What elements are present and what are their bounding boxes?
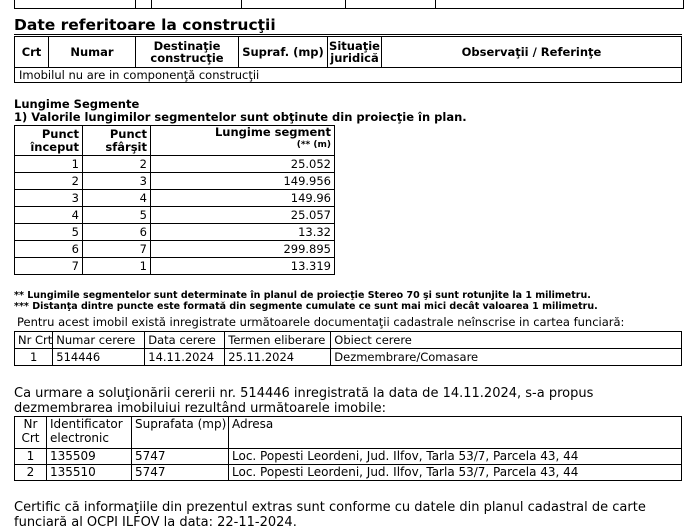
col-nr-crt bbox=[15, 417, 47, 449]
documentatii-intro: Pentru acest imobil există inregistrate următoarele documentaţii cadastrale neînscrise in cartea funciară: bbox=[17, 315, 625, 329]
cell-end: 3 bbox=[83, 173, 151, 190]
cell-length: 13.32 bbox=[151, 224, 335, 241]
cell-end: 5 bbox=[83, 207, 151, 224]
segmente-title-block bbox=[14, 98, 467, 124]
cell-start: 6 bbox=[15, 241, 83, 258]
cell-length: 13.319 bbox=[151, 258, 335, 275]
certificare-text bbox=[14, 500, 646, 530]
imobile-table bbox=[14, 416, 682, 481]
col-nr-crt: Nr Crt bbox=[15, 332, 53, 349]
col-punct-inceput: Punct început bbox=[15, 126, 83, 156]
table-row bbox=[15, 449, 682, 465]
cell-length: 299.895 bbox=[151, 241, 335, 258]
cell-length: 25.052 bbox=[151, 156, 335, 173]
col-adresa: Adresa bbox=[229, 417, 682, 449]
segmente-table bbox=[14, 125, 335, 275]
col-identificator bbox=[47, 417, 132, 449]
col-data-cerere: Data cerere bbox=[145, 332, 225, 349]
col-termen-eliberare: Termen eliberare bbox=[225, 332, 331, 349]
constructii-note: Imobilul nu are in componenţă construcţii bbox=[15, 68, 682, 83]
col-destinatie: Destinaţie construcţie bbox=[136, 37, 239, 68]
documentatii-table bbox=[14, 331, 682, 366]
certificare-line-1: Certific că informaţiile din prezentul extras sunt conforme cu datele din planul cadastral de carte bbox=[14, 500, 646, 515]
col-crt-label: Crt bbox=[21, 431, 40, 445]
cell-end: 7 bbox=[83, 241, 151, 258]
constructii-heading: Date referitoare la construcţii bbox=[14, 14, 682, 35]
cell-numar-cerere: 514446 bbox=[53, 349, 145, 366]
propunere-line-2: dezmembrarea imobiluiui rezultând următoarele imobile: bbox=[14, 401, 386, 416]
cell-start: 3 bbox=[15, 190, 83, 207]
table-row bbox=[15, 156, 335, 173]
cell-length: 149.96 bbox=[151, 190, 335, 207]
cell-nr: 1 bbox=[15, 449, 47, 465]
col-crt: Crt bbox=[15, 37, 49, 68]
col-lungime bbox=[151, 126, 335, 156]
col-observatii: Observaţii / Referinţe bbox=[382, 37, 682, 68]
table-row bbox=[15, 241, 335, 258]
segmente-subtitle: 1) Valorile lungimilor segmentelor sunt obţinute din proiecţie în plan. bbox=[14, 110, 467, 124]
cell-start: 4 bbox=[15, 207, 83, 224]
cell-length: 149.956 bbox=[151, 173, 335, 190]
cell-end: 6 bbox=[83, 224, 151, 241]
col-punct-sfarsit: Punct sfârşit bbox=[83, 126, 151, 156]
cell-termen: 25.11.2024 bbox=[225, 349, 331, 366]
cell-obiect: Dezmembrare/Comasare bbox=[331, 349, 682, 366]
cell-identificator: 135509 bbox=[47, 449, 132, 465]
table-row bbox=[15, 207, 335, 224]
certificare-line-2: funciară al OCPI ILFOV la data: 22-11-2024. bbox=[14, 515, 297, 530]
cell-suprafata: 5747 bbox=[132, 449, 229, 465]
propunere-text bbox=[14, 386, 593, 416]
segmente-note-1: ** Lungimile segmentelor sunt determinate în planul de proiecţie Stereo 70 şi sunt rotunjite la 1 milimetru. bbox=[14, 290, 591, 301]
col-suprafata: Suprafata (mp) bbox=[132, 417, 229, 449]
col-nr-label: Nr bbox=[23, 417, 38, 431]
table-row bbox=[15, 173, 335, 190]
table-row bbox=[15, 465, 682, 481]
col-situatie: Situaţie juridică bbox=[328, 37, 382, 68]
cell-end: 1 bbox=[83, 258, 151, 275]
col-electronic-label: electronic bbox=[50, 431, 109, 445]
cell-end: 2 bbox=[83, 156, 151, 173]
col-numar-cerere: Numar cerere bbox=[53, 332, 145, 349]
col-lungime-unit: (** (m) bbox=[296, 140, 331, 150]
cell-end: 4 bbox=[83, 190, 151, 207]
col-suprafata: Supraf. (mp) bbox=[239, 37, 328, 68]
cell-data-cerere: 14.11.2024 bbox=[145, 349, 225, 366]
propunere-line-1: Ca urmare a soluţionării cererii nr. 514446 inregistrată la data de 14.11.2024, s-a propus bbox=[14, 386, 594, 401]
cell-start: 5 bbox=[15, 224, 83, 241]
previous-table-stub bbox=[14, 0, 684, 9]
cell-adresa: Loc. Popesti Leordeni, Jud. Ilfov, Tarla 53/7, Parcela 43, 44 bbox=[229, 449, 682, 465]
cell-suprafata: 5747 bbox=[132, 465, 229, 481]
col-identificator-label: Identificator bbox=[50, 417, 123, 431]
table-row bbox=[15, 258, 335, 275]
cell-identificator: 135510 bbox=[47, 465, 132, 481]
table-row bbox=[15, 349, 682, 366]
col-numar: Numar bbox=[49, 37, 136, 68]
table-row bbox=[15, 190, 335, 207]
cell-length: 25.057 bbox=[151, 207, 335, 224]
constructii-table bbox=[14, 36, 682, 83]
segmente-notes bbox=[14, 290, 598, 312]
cell-nr: 1 bbox=[15, 349, 53, 366]
cell-start: 2 bbox=[15, 173, 83, 190]
segmente-title: Lungime Segmente bbox=[14, 97, 140, 111]
table-row bbox=[15, 224, 335, 241]
segmente-note-2: *** Distanţa dintre puncte este formată din segmente cumulate ce sunt mai mici decât valoarea 1 milimetru. bbox=[14, 301, 598, 312]
cell-start: 7 bbox=[15, 258, 83, 275]
cell-nr: 2 bbox=[15, 465, 47, 481]
col-obiect-cerere: Obiect cerere bbox=[331, 332, 682, 349]
cell-start: 1 bbox=[15, 156, 83, 173]
col-lungime-label: Lungime segment bbox=[214, 125, 331, 139]
cell-adresa: Loc. Popesti Leordeni, Jud. Ilfov, Tarla 53/7, Parcela 43, 44 bbox=[229, 465, 682, 481]
